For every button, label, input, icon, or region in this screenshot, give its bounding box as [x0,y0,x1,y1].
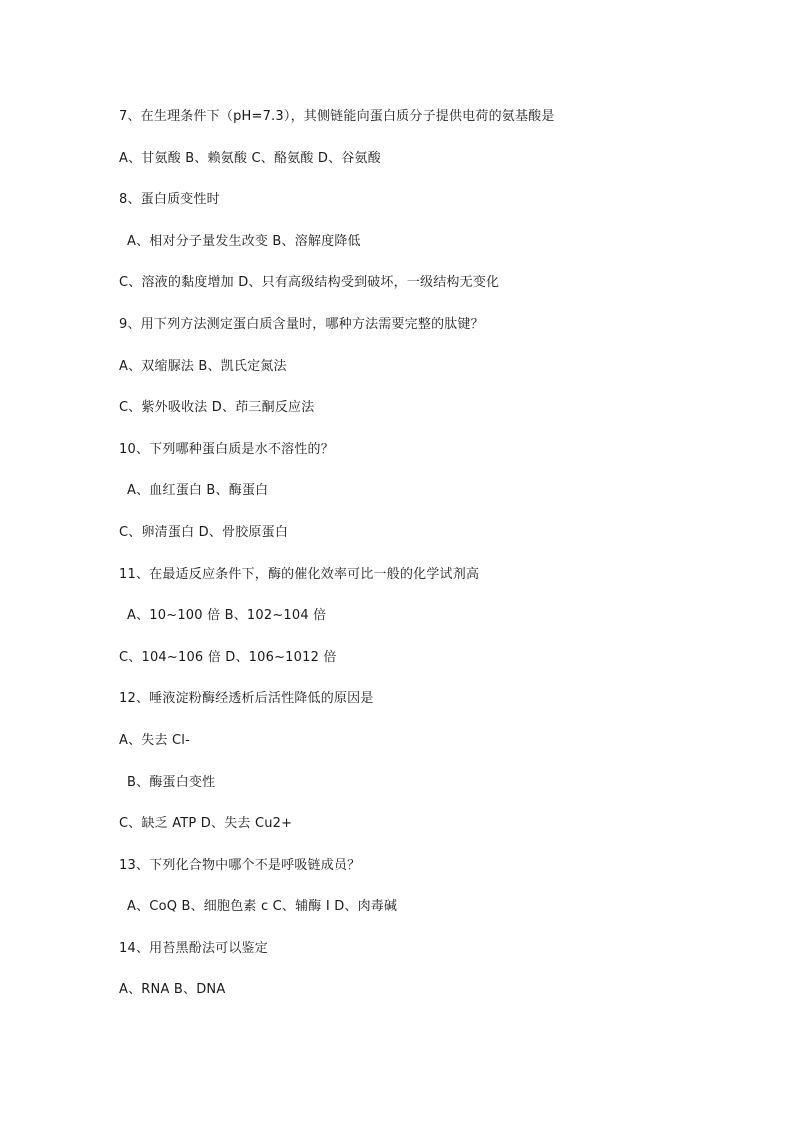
question-11: 11、在最适反应条件下，酶的催化效率可比一般的化学试剂高 [119,566,480,582]
options-9-cd: C、紫外吸收法 D、茚三酮反应法 [119,400,315,416]
question-8: 8、蛋白质变性时 [119,192,220,208]
question-12: 12、唾液淀粉酶经透析后活性降低的原因是 [119,691,374,707]
question-10: 10、下列哪种蛋白质是水不溶性的？ [119,441,334,457]
options-11-cd: C、104~106 倍 D、106~1012 倍 [119,649,337,665]
options-14: A、RNA B、DNA [119,982,226,998]
options-13: A、CoQ B、细胞色素 c C、辅酶 I D、肉毒碱 [127,899,398,915]
options-9-ab: A、双缩脲法 B、凯氏定氮法 [119,358,287,374]
option-12-b: B、酶蛋白变性 [127,774,216,790]
options-11-ab: A、10~100 倍 B、102~104 倍 [127,608,327,624]
document-body [119,107,719,1022]
question-14: 14、用苔黑酚法可以鉴定 [119,940,268,956]
options-10-cd: C、卵清蛋白 D、骨胶原蛋白 [119,524,289,540]
option-12-a: A、失去 Cl- [119,732,191,748]
options-8-cd: C、溶液的黏度增加 D、只有高级结构受到破坏，一级结构无变化 [119,275,500,291]
options-8-ab: A、相对分子量发生改变 B、溶解度降低 [127,233,361,249]
options-10-ab: A、血红蛋白 B、酶蛋白 [127,483,269,499]
question-13: 13、下列化合物中哪个不是呼吸链成员？ [119,857,361,873]
options-7: A、甘氨酸 B、赖氨酸 C、酪氨酸 D、谷氨酸 [119,150,381,166]
question-7: 7、在生理条件下（pH=7.3），其侧链能向蛋白质分子提供电荷的氨基酸是 [119,109,555,124]
options-12-cd: C、缺乏 ATP D、失去 Cu2+ [119,816,293,832]
question-9: 9、用下列方法测定蛋白质含量时，哪种方法需要完整的肽键？ [119,316,484,332]
